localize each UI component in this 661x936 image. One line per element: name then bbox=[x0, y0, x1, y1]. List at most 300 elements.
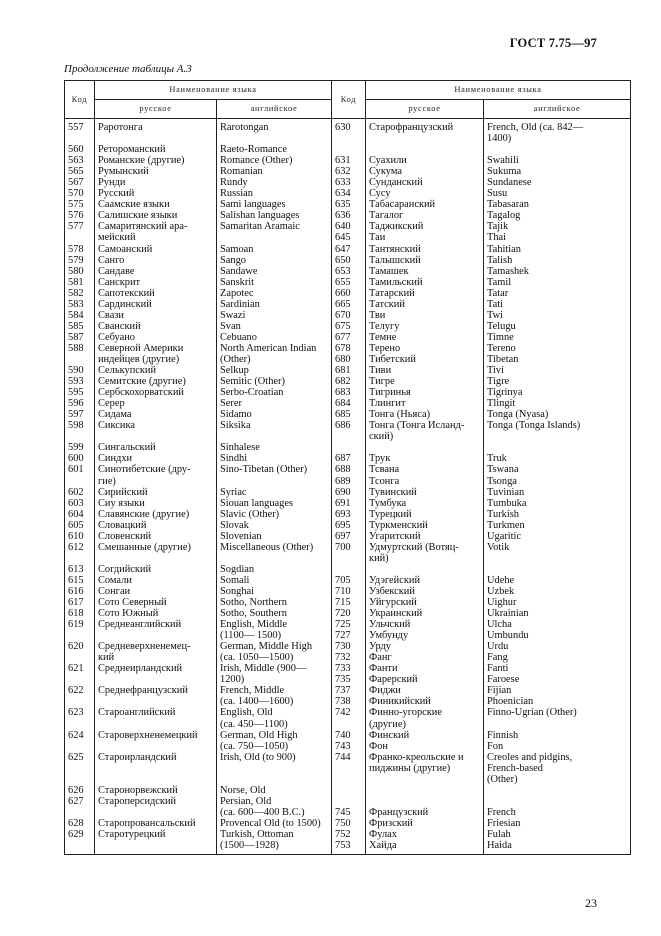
code-right: 660 bbox=[332, 288, 366, 299]
table-row bbox=[65, 119, 631, 145]
english-name-right: Finnish Fon bbox=[484, 730, 631, 752]
table-row bbox=[65, 420, 631, 442]
russian-name-right: Тувинский bbox=[366, 487, 484, 498]
english-name-left: Romance (Other) bbox=[217, 155, 332, 166]
code-right: 650 bbox=[332, 255, 366, 266]
table-row bbox=[65, 376, 631, 387]
code-left: 619 bbox=[65, 619, 95, 641]
code-left: 557 bbox=[65, 119, 95, 145]
table-row bbox=[65, 244, 631, 255]
code-left: 580 bbox=[65, 266, 95, 277]
english-name-left: Svan bbox=[217, 321, 332, 332]
table-row bbox=[65, 177, 631, 188]
russian-name-left: Санго bbox=[95, 255, 217, 266]
russian-name-left: Сото Южный bbox=[95, 608, 217, 619]
russian-name-left: Староперсидский bbox=[95, 796, 217, 818]
code-right: 737 738 bbox=[332, 685, 366, 707]
russian-name-left: Старотурецкий bbox=[95, 829, 217, 855]
russian-name-right: Табасаранский bbox=[366, 199, 484, 210]
code-right: 675 bbox=[332, 321, 366, 332]
english-name-right: Timne bbox=[484, 332, 631, 343]
english-name-left: Serer bbox=[217, 398, 332, 409]
code-left: 596 bbox=[65, 398, 95, 409]
english-name-left: Rundy bbox=[217, 177, 332, 188]
code-left: 625 bbox=[65, 752, 95, 785]
english-name-left: Samaritan Aramaic bbox=[217, 221, 332, 243]
russian-name-left: Сиу языки bbox=[95, 498, 217, 509]
table-row bbox=[65, 221, 631, 243]
russian-name-left: Сапотекский bbox=[95, 288, 217, 299]
code-left: 565 bbox=[65, 166, 95, 177]
english-name-left: Siouan languages bbox=[217, 498, 332, 509]
english-name-left: English, Middle (1100— 1500) bbox=[217, 619, 332, 641]
russian-name-left: Себуано bbox=[95, 332, 217, 343]
english-name-right: Talish bbox=[484, 255, 631, 266]
code-right: 681 bbox=[332, 365, 366, 376]
language-codes-table bbox=[64, 80, 631, 855]
russian-name-right: Сукума bbox=[366, 166, 484, 177]
code-left: 615 bbox=[65, 575, 95, 586]
name-header-right: Наименование языка bbox=[366, 81, 631, 100]
english-name-right: Sukuma bbox=[484, 166, 631, 177]
english-name-right: Uighur bbox=[484, 597, 631, 608]
code-left: 627 bbox=[65, 796, 95, 818]
code-right: 682 bbox=[332, 376, 366, 387]
russian-name-right: Тагалог bbox=[366, 210, 484, 221]
russian-name-right: Финский Фон bbox=[366, 730, 484, 752]
code-right: 665 bbox=[332, 299, 366, 310]
table-row bbox=[65, 299, 631, 310]
table-row bbox=[65, 619, 631, 641]
code-right: 744 bbox=[332, 752, 366, 785]
english-name-left: German, Middle High (ca. 1050—1500) bbox=[217, 641, 332, 663]
table-row bbox=[65, 343, 631, 365]
table-row bbox=[65, 730, 631, 752]
code-left: 601 bbox=[65, 464, 95, 486]
code-right: 710 bbox=[332, 586, 366, 597]
russian-name-left: Староирландский bbox=[95, 752, 217, 785]
russian-header-right: русское bbox=[366, 100, 484, 119]
english-name-left: Sango bbox=[217, 255, 332, 266]
english-name-left: Swazi bbox=[217, 310, 332, 321]
english-name-right: Friesian bbox=[484, 818, 631, 829]
english-name-left: Samoan bbox=[217, 244, 332, 255]
english-name-left: Irish, Old (to 900) bbox=[217, 752, 332, 785]
code-left: 577 bbox=[65, 221, 95, 243]
code-right bbox=[332, 564, 366, 575]
code-left: 590 bbox=[65, 365, 95, 376]
table-row bbox=[65, 586, 631, 597]
code-right: 745 bbox=[332, 796, 366, 818]
code-right: 670 bbox=[332, 310, 366, 321]
english-name-left: Sanskrit bbox=[217, 277, 332, 288]
english-name-right: Turkmen bbox=[484, 520, 631, 531]
english-name-left: Sidamo bbox=[217, 409, 332, 420]
code-left: 610 bbox=[65, 531, 95, 542]
table-row bbox=[65, 188, 631, 199]
english-name-right: Udehe bbox=[484, 575, 631, 586]
english-name-left: Serbo-Croatian bbox=[217, 387, 332, 398]
russian-name-right: Турецкий bbox=[366, 509, 484, 520]
english-name-right bbox=[484, 564, 631, 575]
english-name-right: Truk bbox=[484, 453, 631, 464]
english-name-right: French, Old (ca. 842— 1400) bbox=[484, 119, 631, 145]
russian-name-left: Согдийский bbox=[95, 564, 217, 575]
russian-name-right: Тлингит bbox=[366, 398, 484, 409]
english-name-right: Fanti Faroese bbox=[484, 663, 631, 685]
english-name-right: Tonga (Nyasa) bbox=[484, 409, 631, 420]
english-name-right bbox=[484, 785, 631, 796]
code-left: 618 bbox=[65, 608, 95, 619]
russian-name-left: Старонорвежский bbox=[95, 785, 217, 796]
code-right: 688 689 bbox=[332, 464, 366, 486]
russian-name-left: Сонгаи bbox=[95, 586, 217, 597]
russian-name-left: Самоанский bbox=[95, 244, 217, 255]
russian-name-right: Фулах Хайда bbox=[366, 829, 484, 855]
russian-name-right: Удэгейский bbox=[366, 575, 484, 586]
code-left: 599 bbox=[65, 442, 95, 453]
russian-name-right: Старофранцузский bbox=[366, 119, 484, 145]
english-name-right: Telugu bbox=[484, 321, 631, 332]
page-number: 23 bbox=[585, 896, 597, 910]
code-left: 587 bbox=[65, 332, 95, 343]
table-row bbox=[65, 453, 631, 464]
english-name-left: Syriac bbox=[217, 487, 332, 498]
english-name-left: Slavic (Other) bbox=[217, 509, 332, 520]
english-name-left: Cebuano bbox=[217, 332, 332, 343]
russian-name-right: Украинский bbox=[366, 608, 484, 619]
code-right: 683 bbox=[332, 387, 366, 398]
code-left: 576 bbox=[65, 210, 95, 221]
english-name-right: Ukrainian bbox=[484, 608, 631, 619]
table-row bbox=[65, 409, 631, 420]
code-header-left: Код bbox=[65, 81, 95, 119]
code-right: 653 bbox=[332, 266, 366, 277]
russian-name-right: Татский bbox=[366, 299, 484, 310]
code-right: 678 680 bbox=[332, 343, 366, 365]
code-right: 633 bbox=[332, 177, 366, 188]
english-name-right: Tamil bbox=[484, 277, 631, 288]
table-continuation-caption: Продолжение таблицы А.3 bbox=[64, 63, 192, 75]
code-left: 593 bbox=[65, 376, 95, 387]
russian-name-right: Талышский bbox=[366, 255, 484, 266]
code-left: 623 bbox=[65, 707, 95, 729]
russian-name-right: Тонга (Ньяса) bbox=[366, 409, 484, 420]
english-header-left: английское bbox=[217, 100, 332, 119]
code-left: 600 bbox=[65, 453, 95, 464]
russian-name-left: Семитские (другие) bbox=[95, 376, 217, 387]
russian-name-right: Тиви bbox=[366, 365, 484, 376]
code-right bbox=[332, 144, 366, 155]
code-left: 597 bbox=[65, 409, 95, 420]
english-name-right: Finno-Ugrian (Other) bbox=[484, 707, 631, 729]
english-name-left: Irish, Middle (900— 1200) bbox=[217, 663, 332, 685]
code-right: 697 bbox=[332, 531, 366, 542]
english-name-left: Provencal Old (to 1500) bbox=[217, 818, 332, 829]
russian-name-right: Трук bbox=[366, 453, 484, 464]
english-name-right: Ulcha Umbundu bbox=[484, 619, 631, 641]
code-left: 570 bbox=[65, 188, 95, 199]
table-row bbox=[65, 663, 631, 685]
english-name-right: Fulah Haida bbox=[484, 829, 631, 855]
english-header-right: английское bbox=[484, 100, 631, 119]
russian-name-right: Финно-угорские (другие) bbox=[366, 707, 484, 729]
russian-name-right: Тигринья bbox=[366, 387, 484, 398]
english-name-left: Sino-Tibetan (Other) bbox=[217, 464, 332, 486]
name-header-left: Наименование языка bbox=[95, 81, 332, 100]
english-name-right: Tuvinian bbox=[484, 487, 631, 498]
table-row bbox=[65, 641, 631, 663]
table-row bbox=[65, 210, 631, 221]
english-name-right: Fijian Phoenician bbox=[484, 685, 631, 707]
code-left: 563 bbox=[65, 155, 95, 166]
table-row bbox=[65, 575, 631, 586]
code-left: 598 bbox=[65, 420, 95, 442]
code-right: 700 bbox=[332, 542, 366, 564]
english-name-right: Tabasaran bbox=[484, 199, 631, 210]
russian-name-left: Средневерхненемец- кий bbox=[95, 641, 217, 663]
english-name-left: Sinhalese bbox=[217, 442, 332, 453]
russian-name-left: Саамские языки bbox=[95, 199, 217, 210]
code-right: 655 bbox=[332, 277, 366, 288]
russian-name-left: Северной Америки индейцев (другие) bbox=[95, 343, 217, 365]
code-left: 612 bbox=[65, 542, 95, 564]
english-name-right: Tati bbox=[484, 299, 631, 310]
english-name-left: Raeto-Romance bbox=[217, 144, 332, 155]
english-name-left: Turkish, Ottoman (1500—1928) bbox=[217, 829, 332, 855]
russian-name-right: Тамашек bbox=[366, 266, 484, 277]
table-row bbox=[65, 288, 631, 299]
english-name-right: Tamashek bbox=[484, 266, 631, 277]
code-left: 624 bbox=[65, 730, 95, 752]
english-name-right: Susu bbox=[484, 188, 631, 199]
code-left: 628 bbox=[65, 818, 95, 829]
english-name-right: Tlingit bbox=[484, 398, 631, 409]
russian-name-right: Фанти Фарерский bbox=[366, 663, 484, 685]
russian-name-right: Уйгурский bbox=[366, 597, 484, 608]
code-right: 695 bbox=[332, 520, 366, 531]
table-row bbox=[65, 829, 631, 855]
code-left: 578 bbox=[65, 244, 95, 255]
russian-name-right: Телугу bbox=[366, 321, 484, 332]
table-row bbox=[65, 365, 631, 376]
table-row bbox=[65, 266, 631, 277]
russian-name-left: Сиксика bbox=[95, 420, 217, 442]
code-right: 677 bbox=[332, 332, 366, 343]
english-name-right: Tivi bbox=[484, 365, 631, 376]
english-name-right: Tswana Tsonga bbox=[484, 464, 631, 486]
russian-name-right: Тигре bbox=[366, 376, 484, 387]
russian-name-right bbox=[366, 564, 484, 575]
russian-name-right bbox=[366, 785, 484, 796]
table-row bbox=[65, 321, 631, 332]
english-name-left: North American Indian (Other) bbox=[217, 343, 332, 365]
code-left: 626 bbox=[65, 785, 95, 796]
table-row bbox=[65, 398, 631, 409]
code-right bbox=[332, 785, 366, 796]
table-row bbox=[65, 387, 631, 398]
russian-name-left: Селькупский bbox=[95, 365, 217, 376]
russian-name-right: Сунданский bbox=[366, 177, 484, 188]
code-right: 686 bbox=[332, 420, 366, 442]
english-name-left: Rarotongan bbox=[217, 119, 332, 145]
code-right: 740 743 bbox=[332, 730, 366, 752]
code-left: 616 bbox=[65, 586, 95, 597]
code-right: 687 bbox=[332, 453, 366, 464]
russian-name-left: Сербскохорватский bbox=[95, 387, 217, 398]
code-left: 575 bbox=[65, 199, 95, 210]
russian-name-left: Среднеирландский bbox=[95, 663, 217, 685]
table-row bbox=[65, 509, 631, 520]
code-right: 715 bbox=[332, 597, 366, 608]
code-left: 588 bbox=[65, 343, 95, 365]
table-row bbox=[65, 487, 631, 498]
russian-name-right: Туркменский bbox=[366, 520, 484, 531]
english-name-left: French, Middle (ca. 1400—1600) bbox=[217, 685, 332, 707]
code-left: 629 bbox=[65, 829, 95, 855]
code-left: 621 bbox=[65, 663, 95, 685]
russian-name-left: Самаритянский ара- мейский bbox=[95, 221, 217, 243]
russian-name-right: Угаритский bbox=[366, 531, 484, 542]
code-right: 750 bbox=[332, 818, 366, 829]
russian-name-right: Тантянский bbox=[366, 244, 484, 255]
english-name-right: Votik bbox=[484, 542, 631, 564]
code-right: 631 bbox=[332, 155, 366, 166]
table-row bbox=[65, 255, 631, 266]
code-left: 613 bbox=[65, 564, 95, 575]
english-name-left: Sotho, Northern bbox=[217, 597, 332, 608]
russian-name-left: Раротонга bbox=[95, 119, 217, 145]
english-name-right: Ugaritic bbox=[484, 531, 631, 542]
table-row bbox=[65, 277, 631, 288]
russian-name-left: Санскрит bbox=[95, 277, 217, 288]
english-name-left: Salishan languages bbox=[217, 210, 332, 221]
english-name-right: Tigrinya bbox=[484, 387, 631, 398]
russian-header-left: русское bbox=[95, 100, 217, 119]
code-right bbox=[332, 442, 366, 453]
english-name-left: Romanian bbox=[217, 166, 332, 177]
russian-name-right: Урду Фанг bbox=[366, 641, 484, 663]
english-name-left: Miscellaneous (Other) bbox=[217, 542, 332, 564]
russian-name-right: Суахили bbox=[366, 155, 484, 166]
russian-name-left: Сото Северный bbox=[95, 597, 217, 608]
standard-title: ГОСТ 7.75—97 bbox=[509, 36, 597, 50]
english-name-left: Sindhi bbox=[217, 453, 332, 464]
code-right: 634 bbox=[332, 188, 366, 199]
code-left: 602 bbox=[65, 487, 95, 498]
code-right: 705 bbox=[332, 575, 366, 586]
english-name-right: Tonga (Tonga Islands) bbox=[484, 420, 631, 442]
russian-name-left: Сардинский bbox=[95, 299, 217, 310]
table-row bbox=[65, 796, 631, 818]
russian-name-left: Старoверхненемецкий bbox=[95, 730, 217, 752]
code-right: 691 bbox=[332, 498, 366, 509]
code-right: 733 735 bbox=[332, 663, 366, 685]
english-name-right: Tatar bbox=[484, 288, 631, 299]
table-row bbox=[65, 144, 631, 155]
table-row bbox=[65, 199, 631, 210]
english-name-left: Slovenian bbox=[217, 531, 332, 542]
russian-name-right: Тви bbox=[366, 310, 484, 321]
code-left: 620 bbox=[65, 641, 95, 663]
russian-name-left: Сванский bbox=[95, 321, 217, 332]
table-row bbox=[65, 166, 631, 177]
code-right: 730 732 bbox=[332, 641, 366, 663]
english-name-left: German, Old High (ca. 750—1050) bbox=[217, 730, 332, 752]
russian-name-left: Салишские языки bbox=[95, 210, 217, 221]
code-right: 635 bbox=[332, 199, 366, 210]
english-name-right: Urdu Fang bbox=[484, 641, 631, 663]
code-right: 725 727 bbox=[332, 619, 366, 641]
russian-name-right: Ульчский Умбунду bbox=[366, 619, 484, 641]
code-left: 603 bbox=[65, 498, 95, 509]
table-row bbox=[65, 520, 631, 531]
russian-name-right: Тонга (Тонга Исланд- ский) bbox=[366, 420, 484, 442]
code-right: 640 645 bbox=[332, 221, 366, 243]
russian-name-left: Сандаве bbox=[95, 266, 217, 277]
code-left: 622 bbox=[65, 685, 95, 707]
russian-name-right: Сусу bbox=[366, 188, 484, 199]
table-row bbox=[65, 818, 631, 829]
english-name-right: Tereno Tibetan bbox=[484, 343, 631, 365]
english-name-left: Siksika bbox=[217, 420, 332, 442]
english-name-left: Selkup bbox=[217, 365, 332, 376]
english-name-left: Songhai bbox=[217, 586, 332, 597]
english-name-left: Russian bbox=[217, 188, 332, 199]
table-row bbox=[65, 442, 631, 453]
english-name-right bbox=[484, 144, 631, 155]
code-right: 693 bbox=[332, 509, 366, 520]
code-left: 583 bbox=[65, 299, 95, 310]
code-right: 636 bbox=[332, 210, 366, 221]
english-name-left: Sotho, Southern bbox=[217, 608, 332, 619]
english-name-right bbox=[484, 442, 631, 453]
code-left: 584 bbox=[65, 310, 95, 321]
code-left: 579 bbox=[65, 255, 95, 266]
russian-name-left: Русский bbox=[95, 188, 217, 199]
russian-name-right: Темне bbox=[366, 332, 484, 343]
russian-name-left: Рунди bbox=[95, 177, 217, 188]
english-name-left: Norse, Old bbox=[217, 785, 332, 796]
code-header-right: Код bbox=[332, 81, 366, 119]
russian-name-left: Серер bbox=[95, 398, 217, 409]
english-name-left: Sogdian bbox=[217, 564, 332, 575]
code-left: 595 bbox=[65, 387, 95, 398]
russian-name-right bbox=[366, 144, 484, 155]
russian-name-right: Фризский bbox=[366, 818, 484, 829]
code-right: 690 bbox=[332, 487, 366, 498]
russian-name-left: Смешанные (другие) bbox=[95, 542, 217, 564]
english-name-left: Slovak bbox=[217, 520, 332, 531]
english-name-right: Uzbek bbox=[484, 586, 631, 597]
code-right: 684 bbox=[332, 398, 366, 409]
russian-name-left: Среднеанглийский bbox=[95, 619, 217, 641]
english-name-left: Sami languages bbox=[217, 199, 332, 210]
russian-name-left: Романские (другие) bbox=[95, 155, 217, 166]
russian-name-right: Таджикский Таи bbox=[366, 221, 484, 243]
english-name-left: Semitic (Other) bbox=[217, 376, 332, 387]
code-left: 585 bbox=[65, 321, 95, 332]
code-right: 647 bbox=[332, 244, 366, 255]
russian-name-left: Свази bbox=[95, 310, 217, 321]
code-right: 685 bbox=[332, 409, 366, 420]
russian-name-right: Татарский bbox=[366, 288, 484, 299]
table-row bbox=[65, 564, 631, 575]
table-row bbox=[65, 155, 631, 166]
russian-name-left: Среднефранцузский bbox=[95, 685, 217, 707]
russian-name-right bbox=[366, 442, 484, 453]
russian-name-right: Тсвана Тсонга bbox=[366, 464, 484, 486]
